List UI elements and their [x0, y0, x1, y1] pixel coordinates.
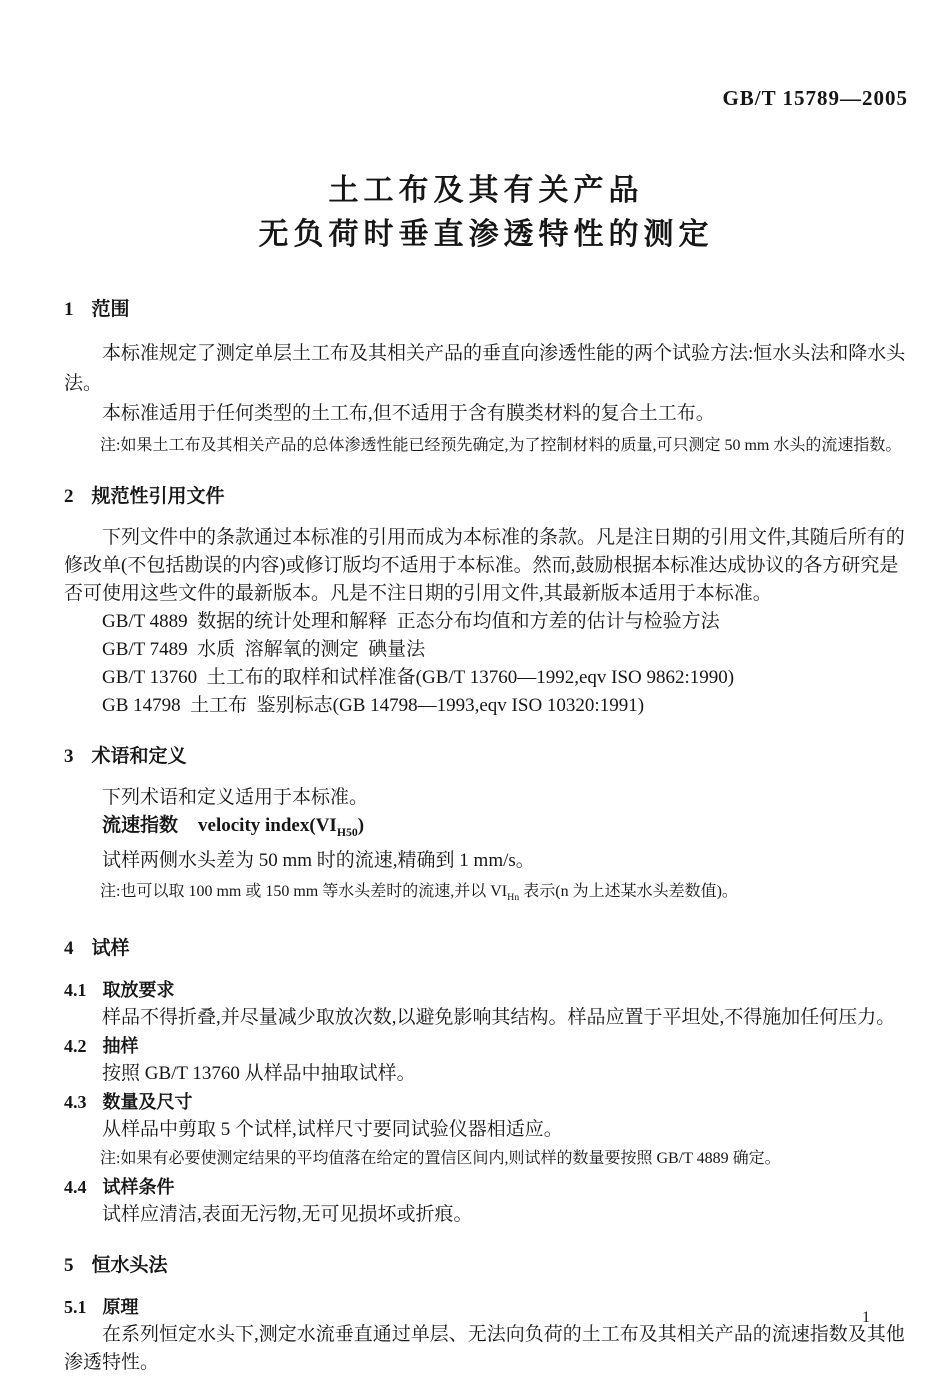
section-1-heading — [64, 297, 908, 323]
section-3-note-prefix: 注:也可以取 100 mm 或 150 mm 等水头差时的流速,并以 VI — [100, 882, 508, 900]
section-3-note-suffix: 表示(n 为上述某水头差数值)。 — [519, 882, 738, 900]
section-4-4-paragraph: 试样应清洁,表面无污物,无可见损坏或折痕。 — [102, 1203, 473, 1225]
section-3-note — [100, 877, 908, 912]
section-2-paragraph-1: 下列文件中的条款通过本标准的引用而成为本标准的条款。凡是注日期的引用文件,其随后所有的修改单(不包括勘误的内容)或修订版均不适用于本标准。然而,鼓励根据本标准达成协议的各方研究是否可使用这些文件的最新版本。凡是不注日期的引用文件,其最新版本适用于本标准。 — [64, 527, 905, 604]
section-5-1-heading — [64, 1293, 908, 1321]
term-subscript: H50 — [336, 825, 358, 839]
section-3-paragraph-1: 下列术语和定义适用于本标准。 — [102, 787, 369, 808]
section-4-1-title: 取放要求 — [102, 979, 175, 1000]
section-2-title: 规范性引用文件 — [91, 486, 225, 507]
section-4-3-title: 数量及尺寸 — [102, 1091, 193, 1112]
section-4-number: 4 — [64, 937, 74, 959]
term-english-suffix: ) — [357, 815, 365, 836]
reference-item: GB/T 7489 水质 溶解氧的测定 碘量法 — [102, 639, 426, 660]
section-4-4-title: 试样条件 — [102, 1176, 175, 1197]
section-1-paragraph-1: 本标准规定了测定单层土工布及其相关产品的垂直向渗透性能的两个试验方法:恒水头法和降水头法。 — [64, 343, 906, 394]
section-4-1-paragraph: 样品不得折叠,并尽量减少取放次数,以避免影响其结构。样品应置于平坦处,不得施加任何压力。 — [102, 1006, 896, 1028]
reference-item: GB 14798 土工布 鉴别标志(GB 14798—1993,eqv ISO 10320:1991) — [102, 695, 645, 716]
document-title-line1: 土工布及其有关产品 — [328, 174, 644, 207]
section-3-paragraph-2: 试样两侧水头差为 50 mm 时的流速,精确到 1 mm/s。 — [102, 849, 535, 871]
section-4-2-title: 抽样 — [102, 1035, 139, 1056]
section-1-note: 注:如果土工布及其相关产品的总体渗透性能已经预先确定,为了控制材料的质量,可只测定 50 mm 水头的流速指数。 — [100, 437, 902, 454]
section-3-note-subscript: Hn — [507, 891, 520, 903]
document-title-line2: 无负荷时垂直渗透特性的测定 — [258, 218, 714, 251]
normative-references-list — [64, 608, 908, 720]
section-2-number: 2 — [64, 486, 74, 507]
section-4-3-note: 注:如果有必要使测定结果的平均值落在给定的置信区间内,则试样的数量要按照 GB/T 4889 确定。 — [100, 1149, 781, 1167]
section-1-title: 范围 — [91, 299, 130, 320]
section-3-title: 术语和定义 — [91, 746, 187, 767]
reference-item: GB/T 13760 土工布的取样和试样准备(GB/T 13760—1992,eqv ISO 9862:1990) — [102, 667, 735, 688]
section-2-heading — [64, 484, 908, 510]
section-3-heading — [64, 744, 908, 770]
section-5-1-title: 原理 — [102, 1296, 139, 1317]
section-5-title: 恒水头法 — [91, 1254, 168, 1276]
page-number: 1 — [862, 1309, 870, 1326]
section-4-1-number: 4.1 — [64, 979, 87, 1000]
section-4-4-number: 4.4 — [64, 1176, 87, 1197]
section-5-heading — [64, 1253, 908, 1279]
standard-code: GB/T 15789—2005 — [722, 86, 908, 110]
section-4-1-heading — [64, 976, 908, 1004]
section-4-title: 试样 — [91, 937, 130, 959]
section-4-3-number: 4.3 — [64, 1091, 87, 1112]
section-3-number: 3 — [64, 746, 74, 767]
section-5-1-paragraph: 在系列恒定水头下,测定水流垂直通过单层、无法向负荷的土工布及其相关产品的流速指数及其他渗透特性。 — [64, 1323, 905, 1373]
section-4-2-paragraph: 按照 GB/T 13760 从样品中抽取试样。 — [102, 1062, 416, 1084]
term-chinese: 流速指数 — [102, 815, 179, 836]
term-english-prefix: velocity index(VI — [198, 815, 337, 836]
section-5-number: 5 — [64, 1254, 74, 1276]
section-4-2-number: 4.2 — [64, 1035, 87, 1056]
term-english — [198, 815, 365, 839]
section-4-heading — [64, 936, 908, 962]
section-1-number: 1 — [64, 299, 74, 320]
section-4-2-heading — [64, 1032, 908, 1060]
section-4-3-paragraph: 从样品中剪取 5 个试样,试样尺寸要同试验仪器相适应。 — [102, 1118, 563, 1140]
section-5-1-number: 5.1 — [64, 1296, 87, 1317]
document-title — [64, 169, 908, 257]
section-4-3-heading — [64, 1088, 908, 1116]
reference-item: GB/T 4889 数据的统计处理和解释 正态分布均值和方差的估计与检验方法 — [102, 611, 720, 632]
section-1-paragraph-2: 本标准适用于任何类型的土工布,但不适用于含有膜类材料的复合土工布。 — [102, 403, 715, 424]
term-definition-line — [64, 812, 908, 847]
section-4-4-heading — [64, 1173, 908, 1201]
